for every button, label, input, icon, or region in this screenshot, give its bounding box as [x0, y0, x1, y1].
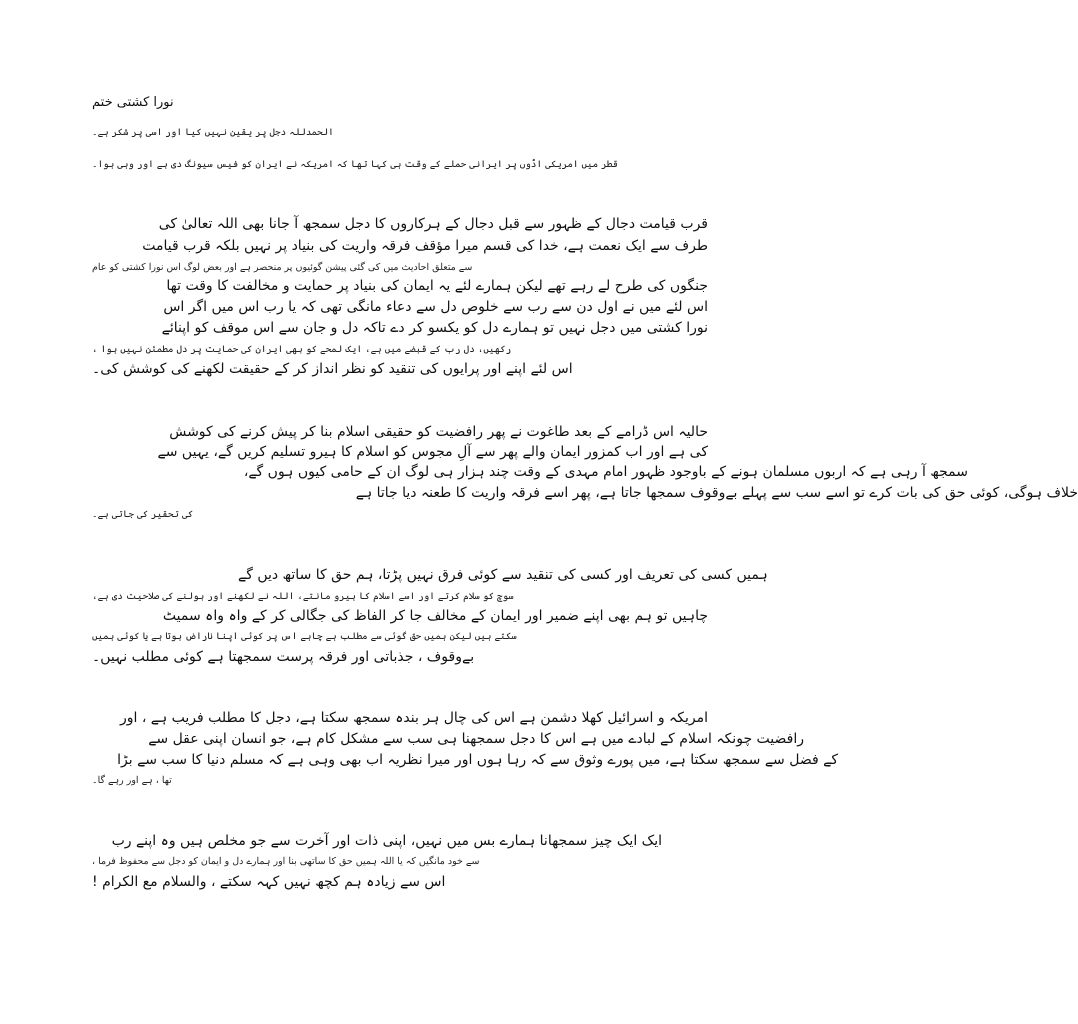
- document-title: نورا کشتی ختم: [92, 95, 174, 110]
- p1-line-3: سے متعلق احادیث میں کی گئی پیشن گوئیوں پر منحصر ہے اور بعض لوگ اس نورا کشتی کو عام: [92, 262, 473, 273]
- p1-line-5: اس لئے میں نے اول دن سے رب سے خلوص دل سے دعاء مانگی تھی کہ یا رب اس میں اگر اس: [163, 299, 708, 315]
- p2-line-2: کی ہے اور اب کمزور ایمان والے پھر سے آلِ مجوس کو اسلام کا ہیرو تسلیم کریں گے، یہیں سے: [157, 444, 708, 460]
- p1-line-2: طرف سے ایک نعمت ہے، خدا کی قسم میرا مؤقف فرقہ واریت کی بنیاد پر نہیں بلکہ قرب قیامت: [142, 238, 708, 254]
- p4-line-4: تھا ، ہے اور رہے گا۔: [92, 775, 172, 786]
- p1-line-7: رکھیں، دل رب کے قبضے میں ہے، ایک لمحے کو بھی ایران کی حمایت پر دل مطمئن نہیں ہوا ،: [92, 344, 512, 355]
- p5-line-1: ایک ایک چیز سمجھانا ہمارے بس میں نہیں، اپنی ذات اور آخرت سے جو مخلص ہیں وہ اپنے رب: [111, 833, 662, 849]
- p3-line-1: ہمیں کسی کی تعریف اور کسی کی تنقید سے کوئی فرق نہیں پڑتا، ہم حق کا ساتھ دیں گے: [238, 567, 768, 583]
- p5-line-3: اس سے زیادہ ہم کچھ نہیں کہہ سکتے ، والسلام مع الکرام !: [92, 874, 446, 890]
- p3-line-4: سکتے ہیں لیکن ہمیں حق گوئی سے مطلب ہے چاہے اس پر کوئی اپنا ناراض ہوتا ہے یا کوئی ہمیں: [92, 631, 517, 642]
- p1-line-8: اس لئے اپنے اور پرایوں کی تنقید کو نظر انداز کر کے حقیقت لکھنے کی کوشش کی۔: [92, 361, 573, 377]
- p1-line-4: جنگوں کی طرح لے رہے تھے لیکن ہمارے لئے یہ ایمان کی بنیاد پر حمایت و مخالفت کا وقت تھا: [166, 278, 708, 294]
- p1-line-1: قرب قیامت دجال کے ظہور سے قبل دجال کے ہرکاروں کا دجل سمجھ آ جانا بھی اللہ تعالیٰ کی: [158, 216, 708, 232]
- p3-line-2: سوچ کو سلام کرتے اور اسے اسلام کا ہیرو مانتے، اللہ نے لکھنے اور بولنے کی صلاحیت دی ہے،: [92, 591, 514, 602]
- p2-line-1: حالیہ اس ڈرامے کے بعد طاغوت نے پھر رافضیت کو حقیقی اسلام بنا کر پیش کرنے کی کوشش: [169, 424, 708, 440]
- intro-line-2: قطر میں امریکی اڈوں پر ایرانی حملے کے وقت ہی کہا تھا کہ امریکہ نے ایران کو فیس سیونگ دی ہے اور وہی ہوا۔: [92, 159, 618, 170]
- p4-line-2: رافضیت چونکہ اسلام کے لبادے میں ہے اس کا دجل سمجھنا ہی سب سے مشکل کام ہے، جو انسان اپنی عقل سے: [148, 731, 804, 747]
- p4-line-3: کے فضل سے سمجھ سکتا ہے، میں پورے وثوق سے کہ رہا ہوں اور میرا نظریہ اب بھی وہی ہے کہ مسلم دنیا کا سب سے بڑا: [117, 752, 838, 768]
- p2-line-4: خلاف ہوگی، کوئی حق کی بات کرے تو اسے سب سے پہلے بےوقوف سمجھا جاتا ہے، پھر اسے فرقہ واریت کا طعنہ دیا جاتا ہے: [355, 485, 1078, 501]
- p2-line-5: کی تحقیر کی جاتی ہے۔: [92, 509, 194, 520]
- p5-line-2: سے خود مانگیں کہ یا اللہ ہمیں حق کا ساتھی بنا اور ہمارے دل و ایمان کو دجل سے محفوظ فرما ،: [92, 856, 480, 867]
- p2-line-3: سمجھ آ رہی ہے کہ اربوں مسلمان ہونے کے باوجود ظہور امام مہدی کے وقت چند ہزار ہی لوگ ان کے حامی کیوں ہوں گے،: [243, 464, 968, 480]
- p1-line-6: نورا کشتی میں دجل نہیں تو ہمارے دل کو یکسو کر دے تاکہ دل و جان سے اس موقف کو اپنائے: [161, 320, 708, 336]
- p4-line-1: امریکہ و اسرائیل کھلا دشمن ہے اس کی چال ہر بندہ سمجھ سکتا ہے، دجل کا مطلب فریب ہے ، اور: [119, 710, 708, 726]
- p3-line-3: چاہیں تو ہم بھی اپنے ضمیر اور ایمان کے مخالف جا کر الفاظ کی جگالی کر کے واہ واہ سمیٹ: [162, 608, 708, 624]
- p3-line-5: بےوقوف ، جذباتی اور فرقہ پرست سمجھتا ہے کوئی مطلب نہیں۔: [92, 649, 475, 665]
- intro-line-1: الحمدللہ دجل پر یقین نہیں کیا اور اسی پر شکر ہے۔: [92, 127, 334, 138]
